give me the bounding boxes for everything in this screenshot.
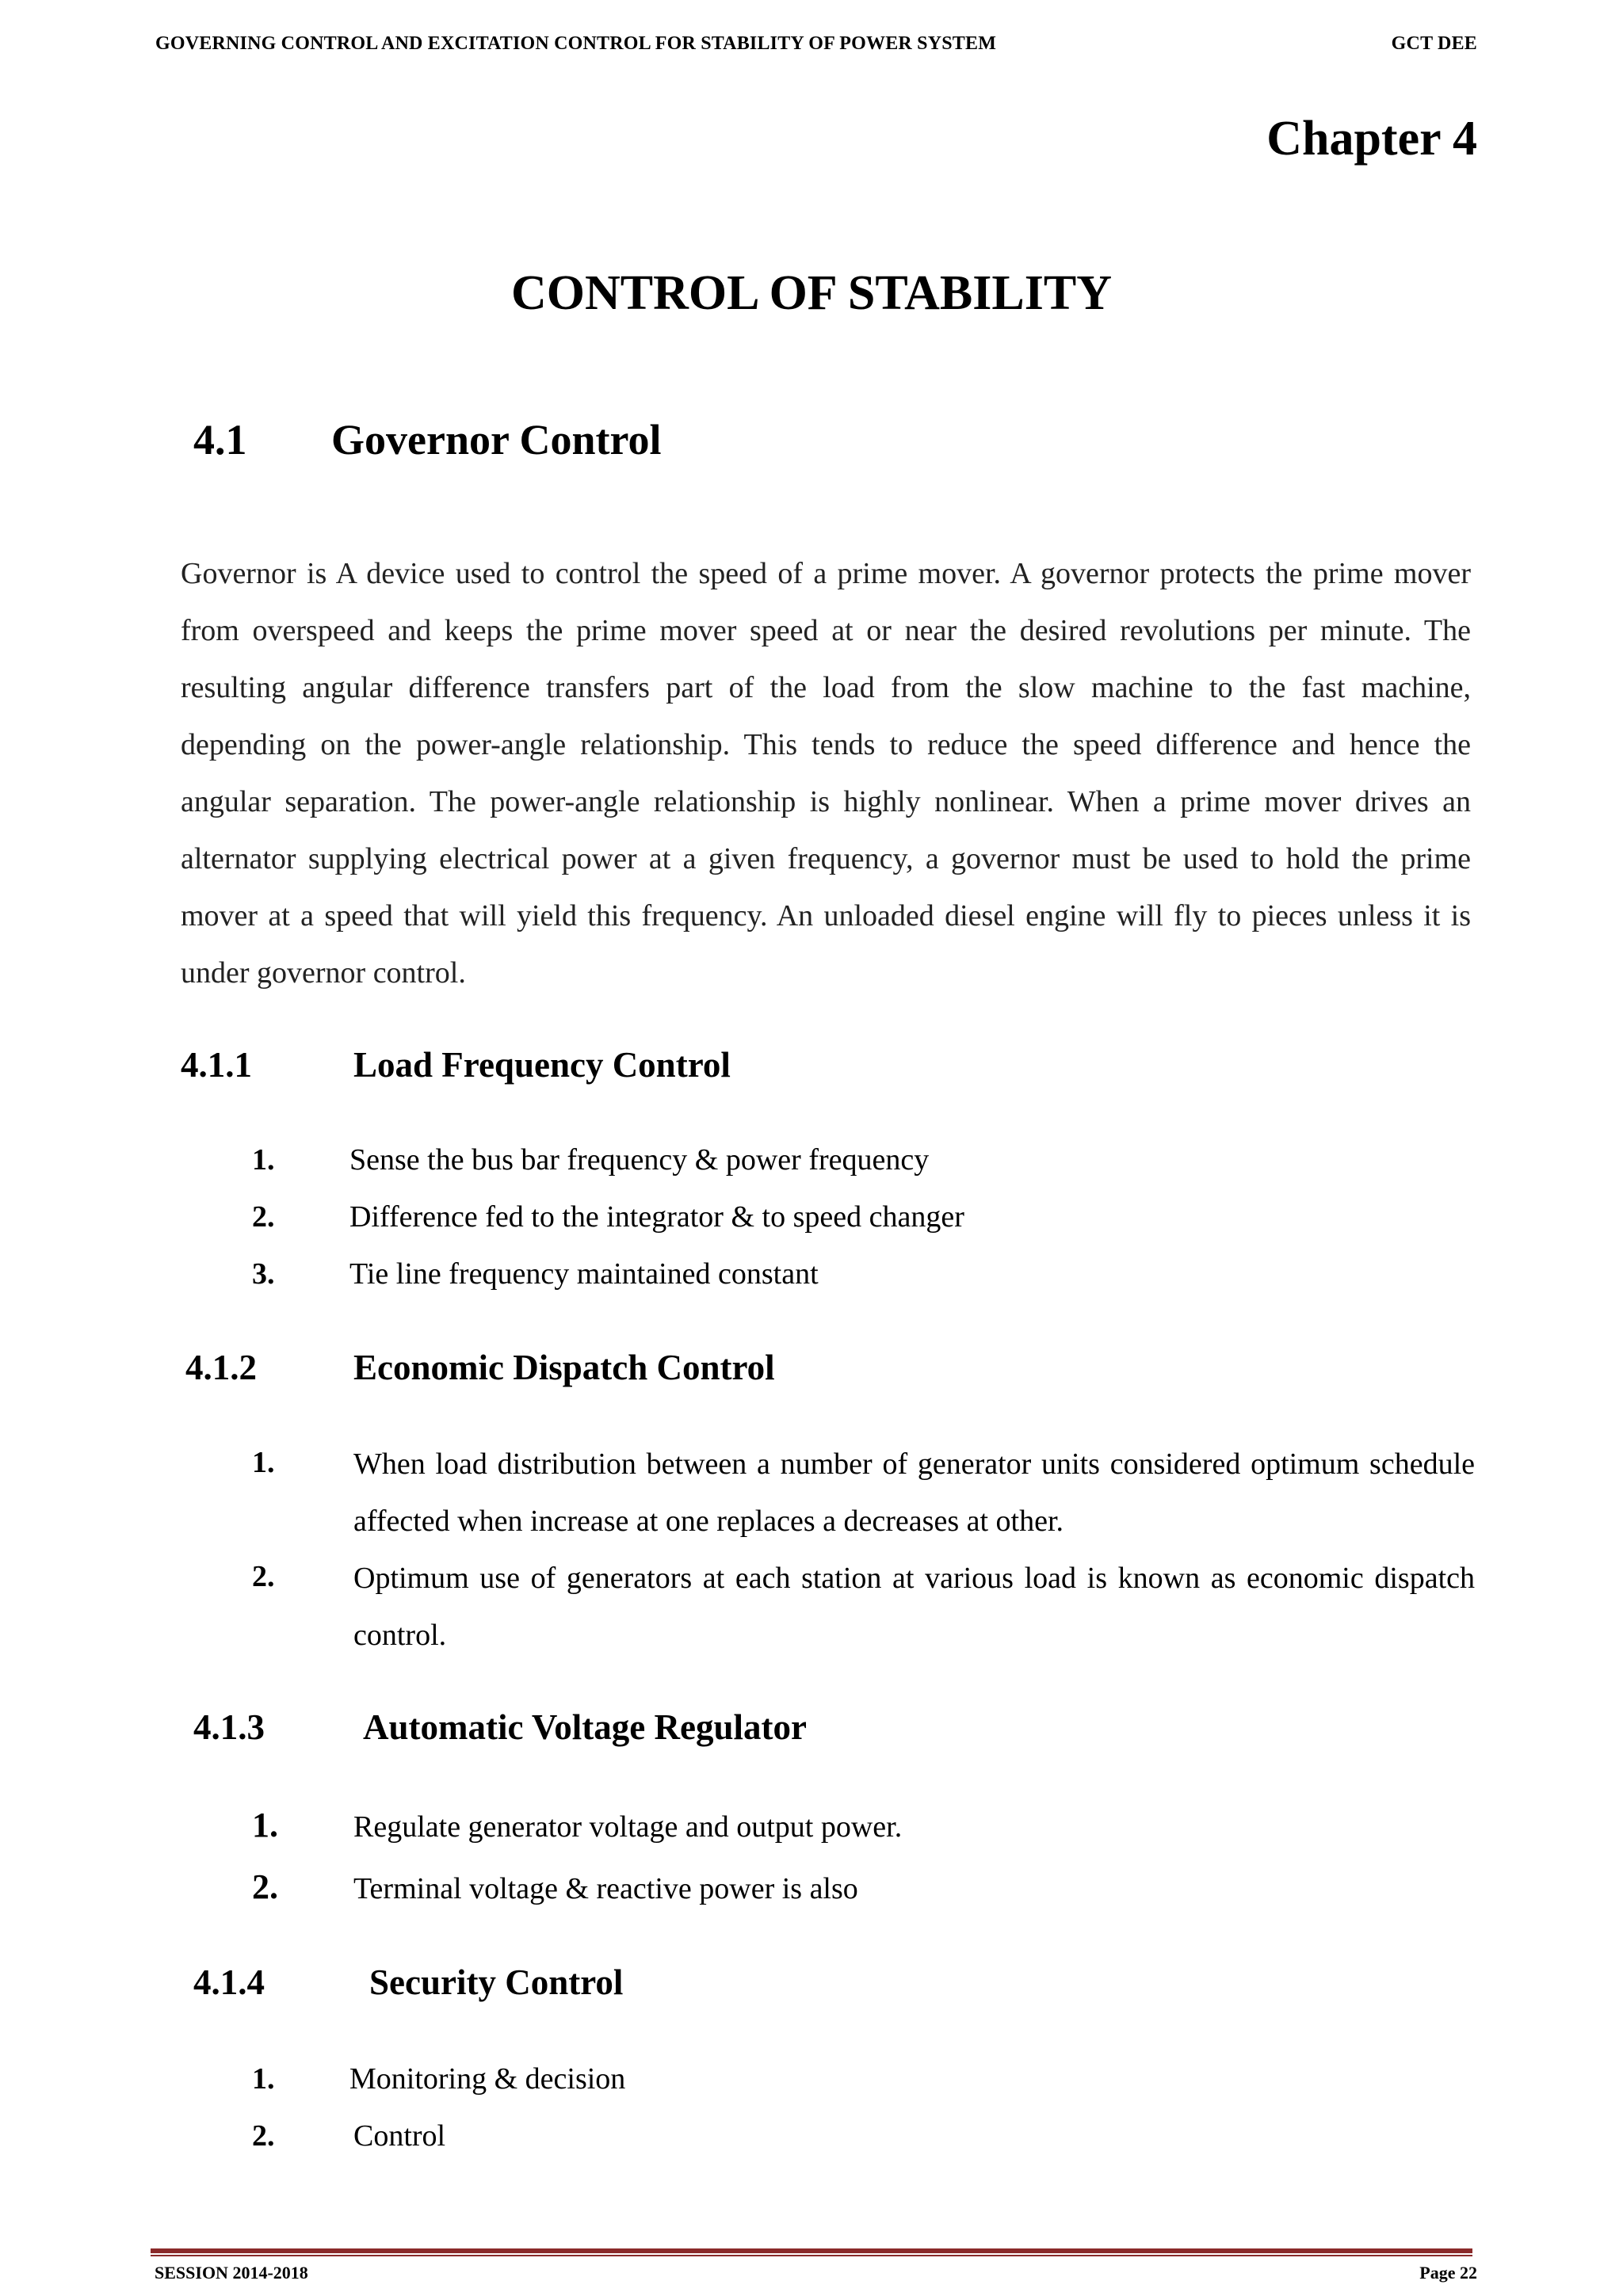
list-item-text: Terminal voltage & reactive power is also [353,1872,858,1905]
list-item-text: Tie line frequency maintained constant [349,1257,819,1291]
list-item-text: Control [353,2119,446,2153]
list-item-text: Sense the bus bar frequency & power frequency [349,1143,930,1177]
list-item-number: 1. [252,1446,275,1479]
body-paragraph: Governor is A device used to control the speed of a prime mover. A governor protects the prime mover from overspeed and keeps the prime mover speed at or near the desired revolutions per minute. The resulting angular difference transfers part of the load from the slow machine to the fast machine, depending on the power-angle relationship. This tends to reduce the speed difference and hence the angular separation. The power-angle relationship is highly nonlinear. When a prime mover drives an alternator supplying electrical power at a given frequency, a governor must be used to hold the prime mover at a speed that will yield this frequency. An unloaded diesel engine will fly to pieces unless it is under governor control. [181,557,1471,990]
list-item-text: Regulate generator voltage and output power. [353,1810,903,1844]
list-item-number: 1. [252,1143,275,1177]
list-item-number: 1. [252,1806,278,1844]
subsection-number: 4.1.1 [181,1045,252,1085]
subsection-title: Economic Dispatch Control [353,1348,775,1387]
list-item-text: Difference fed to the integrator & to speed changer [349,1200,964,1234]
page-number: Page 22 [1419,2263,1477,2283]
subsection-number: 4.1.4 [193,1962,265,2002]
list-item-number: 2. [252,1560,275,1593]
list-item-number: 1. [252,2062,275,2096]
subsection-title: Security Control [369,1962,624,2002]
section-number: 4.1 [193,416,247,463]
subsection-number: 4.1.2 [185,1348,257,1387]
list-item-number: 2. [252,1867,278,1906]
footer-rule-thin [151,2255,1472,2256]
footer-rule [151,2248,1472,2253]
subsection-number: 4.1.3 [193,1707,265,1747]
list-item-number: 2. [252,1200,275,1234]
running-header-dept: GCT DEE [1391,33,1477,54]
list-item-number: 3. [252,1257,275,1291]
list-item-number: 2. [252,2119,275,2153]
list-item-text: Optimum use of generators at each station at various load is known as economic dispatch control. [353,1562,1475,1652]
subsection-title: Automatic Voltage Regulator [363,1707,807,1747]
list-item-text: Monitoring & decision [349,2062,626,2096]
subsection-title: Load Frequency Control [353,1045,731,1085]
chapter-label: Chapter 4 [1266,112,1477,166]
running-header-title: GOVERNING CONTROL AND EXCITATION CONTROL FOR STABILITY OF POWER SYSTEM [155,33,997,54]
footer-session: SESSION 2014-2018 [155,2263,308,2283]
page-title: CONTROL OF STABILITY [511,266,1112,320]
section-title: Governor Control [331,416,662,463]
list-item-text: When load distribution between a number of generator units considered optimum schedule affected when increase at one replaces a decreases at other. [353,1447,1475,1538]
